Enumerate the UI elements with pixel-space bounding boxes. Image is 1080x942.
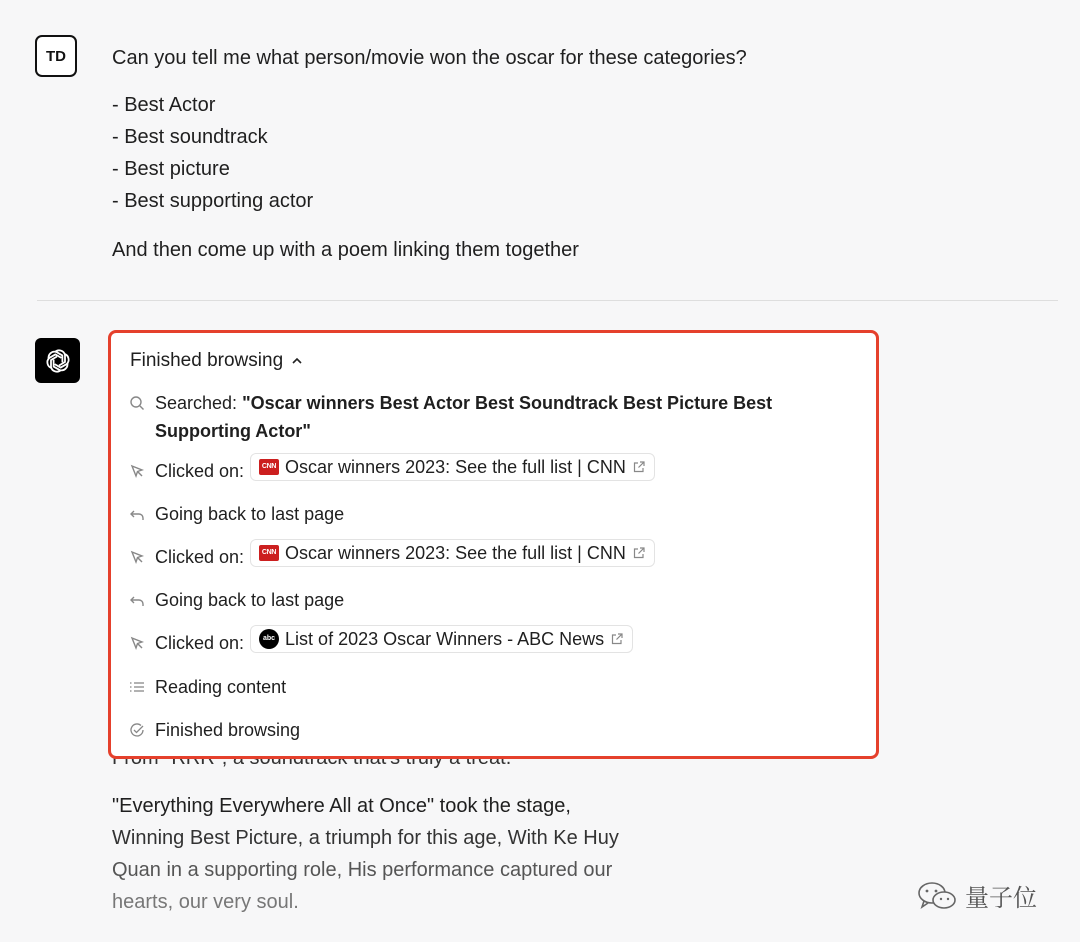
going-back-label: Going back to last page: [155, 590, 345, 610]
list-icon: [128, 678, 146, 696]
source-link[interactable]: [250, 539, 655, 567]
search-icon: [128, 394, 146, 412]
link-title: List of 2023 Oscar Winners - ABC News: [285, 629, 605, 649]
cursor-icon: [128, 634, 146, 652]
source-link[interactable]: [250, 625, 633, 653]
cursor-icon: [128, 548, 146, 566]
step-going-back: [128, 586, 344, 614]
source-link[interactable]: [250, 453, 655, 481]
category-item: - Best picture: [112, 158, 230, 180]
category-item: - Best supporting actor: [112, 190, 314, 212]
message-divider: [37, 300, 1058, 301]
watermark-label: 量子位: [965, 884, 1037, 912]
finished-label: Finished browsing: [155, 720, 301, 740]
step-going-back: [128, 500, 344, 528]
step-reading: [128, 673, 286, 701]
browsing-toggle[interactable]: [130, 350, 303, 372]
link-title: Oscar winners 2023: See the full list | CNN: [285, 457, 626, 477]
clicked-label: Clicked on:: [155, 547, 245, 567]
user-question: Can you tell me what person/movie won the oscar for these categories?: [112, 47, 747, 69]
going-back-label: Going back to last page: [155, 504, 345, 524]
cnn-logo-icon: CNN: [259, 545, 279, 561]
step-searched: [128, 389, 835, 445]
watermark: [915, 878, 1037, 913]
step-finished: [128, 716, 300, 744]
poem-line: "Everything Everywhere All at Once" took the stage,: [112, 795, 571, 817]
openai-logo-icon: [43, 346, 73, 376]
check-circle-icon: [128, 721, 146, 739]
search-query: "Oscar winners Best Actor Best Soundtrack Best Picture Best Supporting Actor": [155, 393, 773, 441]
back-arrow-icon: [128, 505, 146, 523]
chevron-up-icon: [291, 355, 303, 367]
wechat-icon: [915, 879, 959, 913]
browsing-panel: [108, 330, 879, 759]
clicked-label: Clicked on:: [155, 461, 245, 481]
reading-label: Reading content: [155, 677, 287, 697]
external-link-icon: [632, 546, 646, 560]
external-link-icon: [632, 460, 646, 474]
step-clicked: [128, 629, 633, 657]
browsing-header-label: Finished browsing: [130, 350, 284, 371]
poem-text: [112, 790, 692, 918]
abc-logo-icon: abc: [259, 629, 279, 649]
assistant-avatar: [35, 338, 80, 383]
user-avatar: TD: [35, 35, 77, 77]
clicked-label: Clicked on:: [155, 633, 245, 653]
step-clicked: [128, 543, 655, 571]
cursor-icon: [128, 462, 146, 480]
poem-line: Winning Best Picture, a triumph for this age, With Ke Huy: [112, 827, 619, 849]
poem-line: Quan in a supporting role, His performance captured our: [112, 859, 613, 881]
poem-line: hearts, our very soul.: [112, 891, 299, 913]
step-clicked: [128, 457, 655, 485]
link-title: Oscar winners 2023: See the full list | CNN: [285, 543, 626, 563]
category-item: - Best soundtrack: [112, 126, 268, 148]
cnn-logo-icon: CNN: [259, 459, 279, 475]
user-followup: And then come up with a poem linking them together: [112, 239, 579, 261]
back-arrow-icon: [128, 591, 146, 609]
external-link-icon: [610, 632, 624, 646]
search-prefix: Searched:: [155, 393, 243, 413]
category-item: - Best Actor: [112, 94, 216, 116]
user-message: [112, 42, 912, 266]
